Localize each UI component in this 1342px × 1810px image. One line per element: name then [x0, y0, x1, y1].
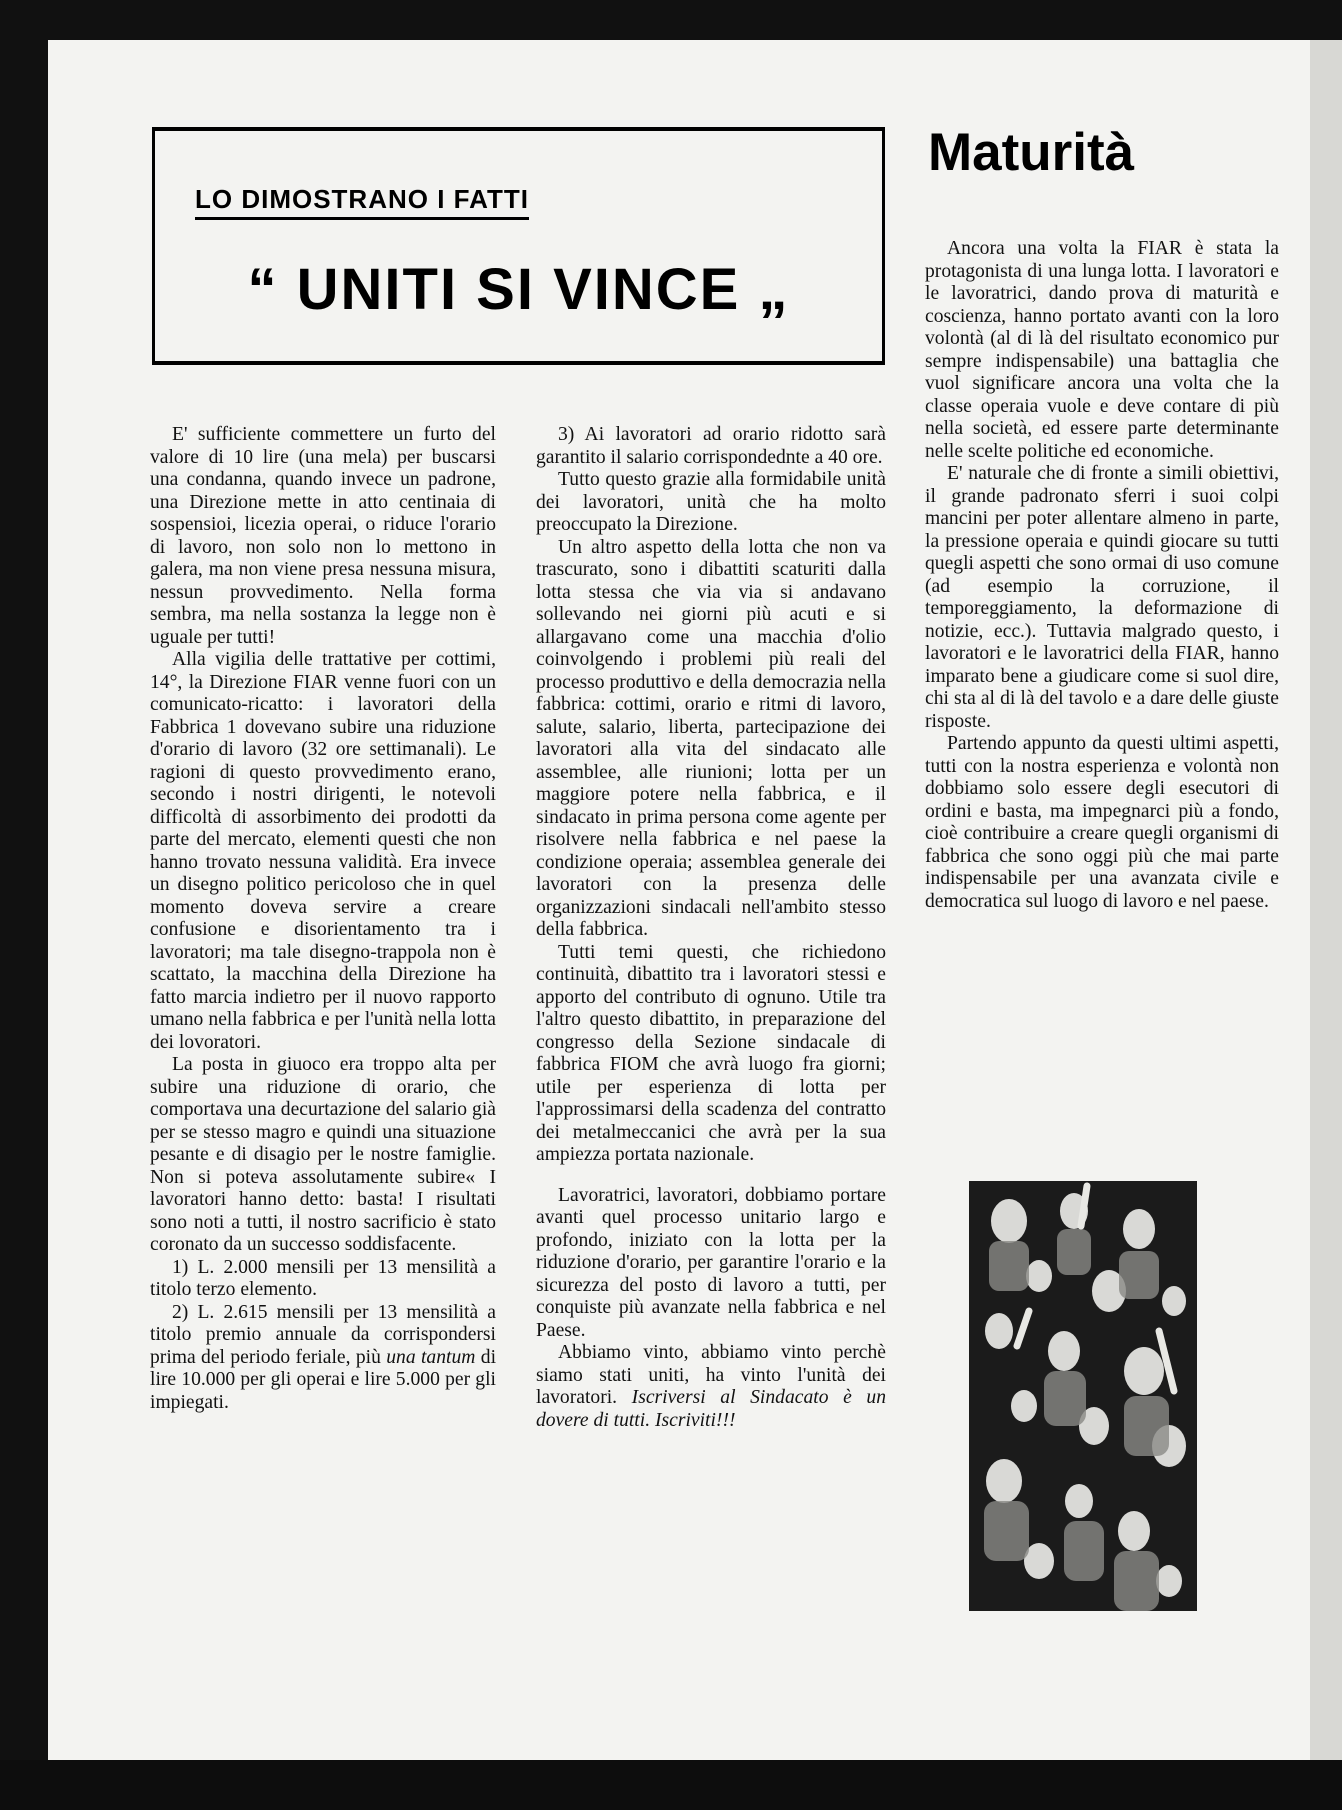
paragraph: E' sufficiente commettere un furto del valore di 10 lire (una mela) per buscarsi una condanna, quando invece un padrone, una Direzione mette in atto centinaia di sospensioi, licezia operai, o riduce l'orario di lavoro, non solo non lo mettono in galera, ma non viene presa nessuna misura, nessun provvedimento. Nella forma sembra, ma nella sostanza la legge non è uguale per tutti!: [150, 424, 496, 648]
main-headline: “ UNITI SI VINCE „: [247, 257, 790, 322]
crowd-photo-image: [969, 1181, 1197, 1611]
kicker-heading: LO DIMOSTRANO I FATTI: [195, 184, 529, 220]
paragraph: Ancora una volta la FIAR è stata la protagonista di una lunga lotta. I lavoratori e le lavoratrici, dando prova di maturità e coscienza, hanno portato avanti con la loro volontà (al di là del risultato economico pur sempre indispensabile) una battaglia che vuol significare ancora una volta che la classe operaia vuole e deve contare di più nella società, ed essere parte determinante nelle scelte politiche ed economiche.: [925, 238, 1279, 462]
scan-border: [0, 1760, 1342, 1810]
closing-paragraph: Abbiamo vinto, abbiamo vinto perchè siamo stati uniti, ha vinto l'unità dei lavoratori. Iscriversi al Sindacato è un dovere di tutti. Iscriviti!!!: [536, 1342, 886, 1431]
headline-box: [152, 127, 885, 365]
paragraph: La posta in giuoco era troppo alta per subire una riduzione di orario, che comportava una decurtazione del salario già per se stesso magro e quindi una situazione pesante e di disagio per le nostre famiglie. Non si poteva assolutamente subire« I lavoratori hanno detto: basta! I risultati sono noti a tutti, il nostro sacrificio è stato coronato da un successo soddisfacente.: [150, 1054, 496, 1255]
sidebar-title: Maturità: [928, 123, 1135, 182]
crowd-photo: [969, 1181, 1197, 1611]
paragraph: Tutto questo grazie alla formidabile unità dei lavoratori, unità che ha molto preoccupato la Direzione.: [536, 469, 886, 535]
list-item: 2) L. 2.615 mensili per 13 mensilità a titolo premio annuale da corrispondersi prima del periodo feriale, più una tantum di lire 10.000 per gli operai e lire 5.000 per gli impiegati.: [150, 1301, 497, 1413]
list-item: 1) L. 2.000 mensili per 13 mensilità a titolo terzo elemento.: [150, 1256, 496, 1300]
article-column-2: [536, 424, 886, 1432]
paragraph: Alla vigilia delle trattative per cottimi, 14°, la Direzione FIAR venne fuori con un comunicato-ricatto: i lavoratori della Fabbrica 1 dovevano subire una riduzione d'orario di lavoro (32 ore settimanali). Le ragioni di questo provvedimento erano, secondo i nostri dirigenti, le notevoli difficoltà di assorbimento dei prodotti da parte del mercato, elementi questi che non hanno trovato nessuna validità. Era invece un disegno politico pericoloso che in quel momento doveva servire a creare confusione e disorientamento tra i lavoratori; ma tale disegno-trappola non è scattato, la macchina della Direzione ha fatto marcia indietro per il nuovo rapporto umano nella fabbrica e per l'unità nella lotta dei lovoratori.: [150, 649, 496, 1053]
paragraph: Partendo appunto da questi ultimi aspetti, tutti con la nostra esperienza e volontà non dobbiamo solo essere degli esecutori di ordini e basta, ma impegnarci più a fondo, cioè contribuire a creare quegli organismi di fabbrica che sono oggi più che mai parte indispensabile per una avanzata civile e democratica sul luogo di lavoro e nel paese.: [925, 733, 1279, 912]
page-edge: [1310, 40, 1342, 1760]
article-column-1: [150, 424, 496, 1414]
paragraph: Lavoratrici, lavoratori, dobbiamo portare avanti quel processo unitario largo e profondo, iniziato con la lotta per la riduzione d'orario, per garantire l'orario e la sicurezza del posto di lavoro a tutti, per conquiste più avanzate nella fabbrica e nel Paese.: [536, 1184, 886, 1341]
paragraph: E' naturale che di fronte a simili obiettivi, il grande padronato sferri i suoi colpi mancini per poter allentare almeno in parte, la pressione operaia e quindi giocare su tutti quegli aspetti che sono ormai di uso comune (ad esempio la corruzione, il temporeggiamento, la deformazione di notizie, ecc.). Tuttavia malgrado questo, i lavoratori e le lavoratrici della FIAR, hanno imparato bene a giudicare come si suol dire, chi sta al di là del tavolo e a dare delle giuste risposte.: [925, 463, 1279, 732]
sidebar-column: [925, 238, 1279, 913]
paragraph: Un altro aspetto della lotta che non va trascurato, sono i dibattiti scaturiti dalla lotta stessa che via via si andavano sollevando nei giorni più acuti e si allargavano come una macchia d'olio coinvolgendo i problemi più reali del processo produttivo e della democrazia nella fabbrica: cottimi, orario e ritmi di lavoro, salute, salario, liberta, partecipazione dei lavoratori alla vita del sindacato alle assemblee, alle riunioni; lotta per un maggiore potere nella fabbrica, e il sindacato in prima persona come agente per risolvere nella fabbrica e nel paese la condizione operaia; assemblea generale dei lavoratori con la presenza delle organizzazioni sindacali nell'ambito stesso della fabbrica.: [536, 536, 886, 940]
paragraph: Tutti temi questi, che richiedono continuità, dibattito tra i lavoratori stessi e apporto del contributo di ognuno. Utile tra l'altro questo dibattito, in preparazione del congresso della Sezione sindacale di fabbrica FIOM che avrà luogo fra giorni; utile per esperienza di lotta per l'approssimarsi della scadenza del contratto dei metalmeccanici che avrà per la sua ampiezza portata nazionale.: [536, 941, 886, 1165]
list-item: 3) Ai lavoratori ad orario ridotto sarà garantito il salario corrispondednte a 40 ore.: [536, 424, 886, 468]
